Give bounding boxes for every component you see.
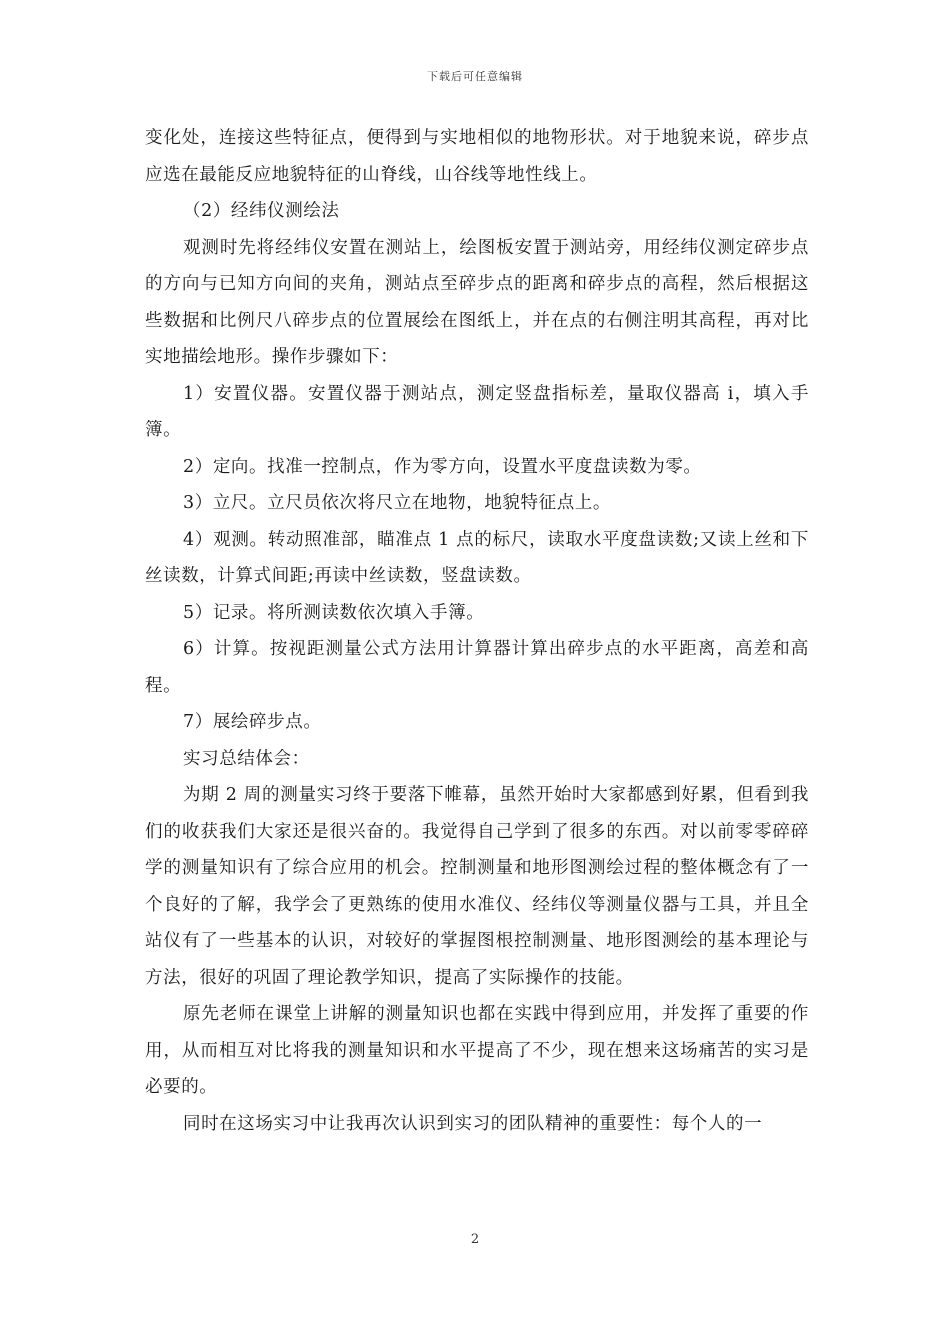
- section-heading-theodolite-method: （2）经纬仪测绘法: [183, 201, 340, 221]
- step-2-orientation: 2）定向。找准一控制点，作为零方向，设置水平度盘读数为零。: [183, 456, 702, 477]
- summary-paragraph-3: 同时在这场实习中让我再次认识到实习的团队精神的重要性：每个人的一: [183, 1113, 763, 1134]
- page-header: 下载后可任意编辑: [427, 70, 523, 83]
- summary-heading: 实习总结体会：: [183, 748, 310, 769]
- step-7-plot: 7）展绘碎步点。: [183, 712, 322, 732]
- paragraph-continuation: 变化处，连接这些特征点，便得到与实地相似的地物形状。对于地貌来说，碎步点应选在最能反应地貌特征的山脊线，山谷线等地性线上。: [145, 128, 809, 185]
- step-1-setup: 1）安置仪器。安置仪器于测站点，测定竖盘指标差，量取仪器高 i，填入手簿。: [145, 383, 809, 440]
- paragraph-observation: 观测时先将经纬仪安置在测站上，绘图板安置于测站旁，用经纬仪测定碎步点的方向与已知方向间的夹角，测站点至碎步点的距离和碎步点的高程，然后根据这些数据和比例尺八碎步点的位置展绘在图纸上，并在点的右侧注明其高程，再对比实地描绘地形。操作步骤如下：: [145, 237, 809, 367]
- document-body: [145, 120, 809, 1142]
- step-5-record: 5）记录。将所测读数依次填入手簿。: [183, 602, 485, 623]
- step-6-calculate: 6）计算。按视距测量公式方法用计算器计算出碎步点的水平距离，高差和高程。: [145, 639, 809, 696]
- step-4-observe: 4）观测。转动照准部，瞄准点 1 点的标尺，读取水平度盘读数;又读上丝和下丝读数，计算式间距;再读中丝读数，竖盘读数。: [145, 529, 809, 586]
- summary-paragraph-1: 为期 2 周的测量实习终于要落下帷幕，虽然开始时大家都感到好累，但看到我们的收获我们大家还是很兴奋的。我觉得自己学到了很多的东西。对以前零零碎碎学的测量知识有了综合应用的机会。控制测量和地形图测绘过程的整体概念有了一个良好的了解，我学会了更熟练的使用水准仪、经纬仪等测量仪器与工具，并且全站仪有了一些基本的认识，对较好的掌握图根控制测量、地形图测绘的基本理论与方法，很好的巩固了理论教学知识，提高了实际操作的技能。: [145, 785, 809, 988]
- step-3-staff: 3）立尺。立尺员依次将尺立在地物，地貌特征点上。: [183, 493, 612, 513]
- page-number: 2: [470, 1232, 480, 1247]
- summary-paragraph-2: 原先老师在课堂上讲解的测量知识也都在实践中得到应用，并发挥了重要的作用，从而相互对比将我的测量知识和水平提高了不少，现在想来这场痛苦的实习是必要的。: [145, 1004, 809, 1097]
